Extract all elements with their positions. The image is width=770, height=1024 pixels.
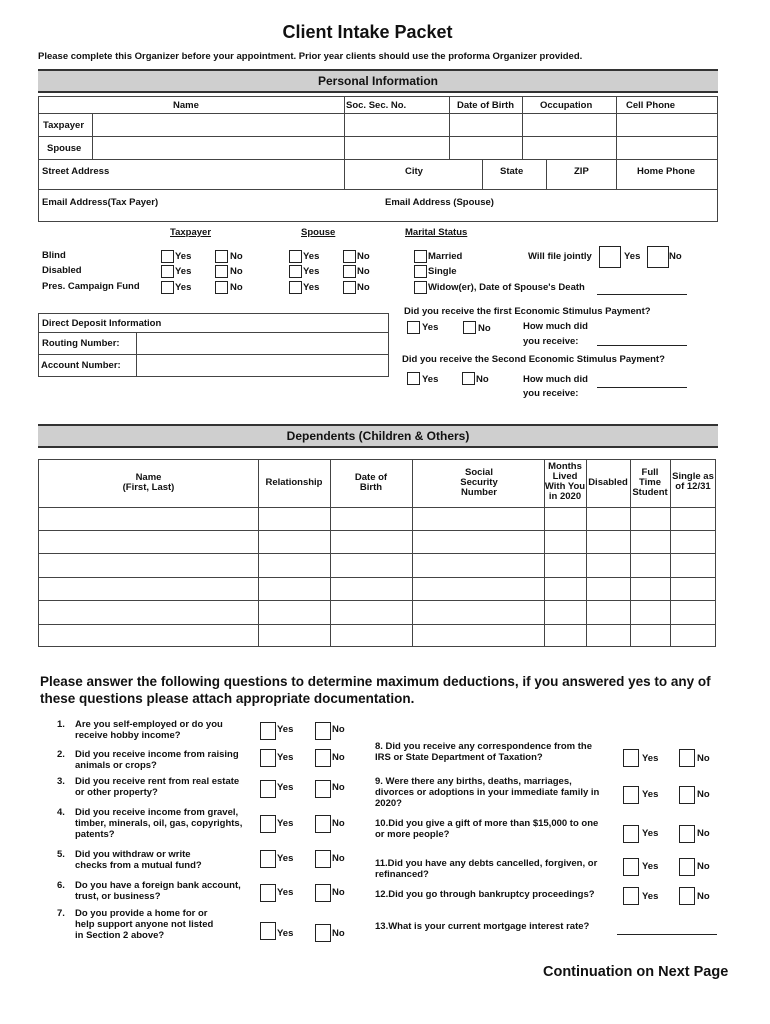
no-label: No	[332, 928, 345, 939]
q4-text: Did you receive income from gravel, timber, minerals, oil, gas, copyrights, patents?	[75, 807, 243, 840]
col-name: Name	[173, 100, 199, 111]
routing-number-field[interactable]	[137, 333, 387, 353]
personal-info-table	[38, 96, 718, 222]
mortgage-rate-field[interactable]	[617, 934, 717, 935]
q11-text: 11.Did you have any debts cancelled, forgiven, or refinanced?	[375, 858, 598, 880]
yes-label: Yes	[642, 828, 659, 839]
no-label: No	[332, 782, 345, 793]
yes-label: Yes	[642, 789, 659, 800]
no-label: No	[332, 752, 345, 763]
q4-num: 4.	[57, 807, 65, 818]
no-label: No	[230, 251, 243, 262]
q3-no-checkbox[interactable]	[315, 780, 331, 798]
label-email-taxpayer: Email Address(Tax Payer)	[42, 197, 159, 208]
dep-col-name: Name (First, Last)	[122, 472, 175, 493]
q5-num: 5.	[57, 849, 65, 860]
q7-text: Do you provide a home for or help support anyone not listed in Section 2 above?	[75, 908, 214, 941]
you-receive-label: you receive:	[523, 388, 579, 399]
q12-yes-checkbox[interactable]	[623, 887, 639, 905]
q2-num: 2.	[57, 749, 65, 760]
q9-no-checkbox[interactable]	[679, 786, 695, 804]
spouse-heading: Spouse	[301, 227, 336, 238]
stimulus1-no-checkbox[interactable]	[463, 321, 476, 334]
no-label: No	[332, 887, 345, 898]
q11-yes-checkbox[interactable]	[623, 858, 639, 876]
married-checkbox[interactable]	[414, 250, 427, 263]
no-label: No	[697, 891, 710, 902]
label-email-spouse: Email Address (Spouse)	[385, 197, 494, 208]
dep-col-fulltime: Full Time Student	[632, 467, 668, 498]
disabled-spouse-yes-checkbox[interactable]	[289, 265, 302, 278]
personal-info-header: Personal Information	[38, 69, 718, 93]
file-jointly-label: Will file jointly	[528, 251, 592, 262]
no-label: No	[697, 789, 710, 800]
yes-label: Yes	[303, 251, 320, 262]
q9-text: 9. Were there any births, deaths, marriages, divorces or adoptions in your immediate family in 2020?	[375, 776, 600, 809]
col-occupation: Occupation	[540, 100, 593, 111]
q10-text: 10.Did you give a gift of more than $15,000 to one or more people?	[375, 818, 599, 840]
q1-no-checkbox[interactable]	[315, 722, 331, 740]
page-title: Client Intake Packet	[282, 22, 453, 42]
no-label: No	[478, 323, 491, 334]
label-zip: ZIP	[574, 166, 589, 177]
disabled-taxpayer-no-checkbox[interactable]	[215, 265, 228, 278]
yes-label: Yes	[277, 782, 294, 793]
q7-no-checkbox[interactable]	[315, 924, 331, 942]
no-label: No	[332, 853, 345, 864]
dep-col-single: Single as of 12/31	[672, 471, 714, 492]
you-receive-label: you receive:	[523, 336, 579, 347]
yes-label: Yes	[642, 753, 659, 764]
table-row[interactable]	[39, 578, 715, 600]
label-pres-campaign: Pres. Campaign Fund	[42, 281, 140, 292]
yes-label: Yes	[277, 853, 294, 864]
married-label: Married	[428, 251, 463, 262]
yes-label: Yes	[277, 752, 294, 763]
file-jointly-yes-checkbox[interactable]	[599, 246, 621, 268]
blind-spouse-no-checkbox[interactable]	[343, 250, 356, 263]
stimulus-q1: Did you receive the first Economic Stimulus Payment?	[404, 306, 651, 317]
dependents-header: Dependents (Children & Others)	[38, 424, 718, 448]
dep-col-ssn: Social Security Number	[460, 467, 498, 498]
yes-label: Yes	[303, 266, 320, 277]
q13-text: 13.What is your current mortgage interest rate?	[375, 921, 590, 932]
q7-yes-checkbox[interactable]	[260, 922, 276, 940]
q11-no-checkbox[interactable]	[679, 858, 695, 876]
q5-yes-checkbox[interactable]	[260, 850, 276, 868]
dependents-table	[38, 459, 716, 647]
deductions-heading-2: these questions please attach appropriate documentation.	[40, 691, 415, 706]
yes-label: Yes	[175, 251, 192, 262]
widow-date-field[interactable]	[597, 294, 687, 295]
disabled-spouse-no-checkbox[interactable]	[343, 265, 356, 278]
disabled-taxpayer-yes-checkbox[interactable]	[161, 265, 174, 278]
single-checkbox[interactable]	[414, 265, 427, 278]
row-spouse: Spouse	[47, 143, 82, 154]
pres-taxpayer-yes-checkbox[interactable]	[161, 281, 174, 294]
no-label: No	[332, 724, 345, 735]
q6-num: 6.	[57, 880, 65, 891]
table-row[interactable]	[39, 601, 715, 623]
q4-yes-checkbox[interactable]	[260, 815, 276, 833]
label-blind: Blind	[42, 250, 66, 261]
table-row[interactable]	[39, 625, 715, 646]
yes-label: Yes	[642, 861, 659, 872]
file-jointly-no-checkbox[interactable]	[647, 246, 669, 268]
direct-deposit-header: Direct Deposit Information	[42, 318, 162, 329]
label-home-phone: Home Phone	[637, 166, 696, 177]
yes-label: Yes	[642, 891, 659, 902]
yes-label: Yes	[175, 282, 192, 293]
table-row[interactable]	[39, 531, 715, 553]
yes-label: Yes	[277, 887, 294, 898]
deductions-heading-1: Please answer the following questions to determine maximum deductions, if you answered yes to any of	[40, 674, 711, 689]
intro-text: Please complete this Organizer before your appointment. Prior year clients should use the proforma Organizer provided.	[38, 51, 583, 62]
routing-label: Routing Number:	[42, 338, 120, 349]
blind-taxpayer-no-checkbox[interactable]	[215, 250, 228, 263]
q5-no-checkbox[interactable]	[315, 850, 331, 868]
no-label: No	[697, 828, 710, 839]
no-label: No	[230, 282, 243, 293]
no-label: No	[476, 374, 489, 385]
account-label: Account Number:	[41, 360, 121, 371]
q2-yes-checkbox[interactable]	[260, 749, 276, 767]
label-city: City	[405, 166, 423, 177]
pres-spouse-yes-checkbox[interactable]	[289, 281, 302, 294]
widow-checkbox[interactable]	[414, 281, 427, 294]
marital-heading: Marital Status	[405, 227, 468, 238]
stimulus1-yes-checkbox[interactable]	[407, 321, 420, 334]
pres-spouse-no-checkbox[interactable]	[343, 281, 356, 294]
col-cell-phone: Cell Phone	[626, 100, 676, 111]
col-dob: Date of Birth	[457, 100, 514, 111]
dep-col-dob: Date of Birth	[354, 472, 388, 493]
q4-no-checkbox[interactable]	[315, 815, 331, 833]
yes-label: Yes	[303, 282, 320, 293]
dep-col-relationship: Relationship	[265, 477, 323, 488]
q6-yes-checkbox[interactable]	[260, 884, 276, 902]
pres-taxpayer-no-checkbox[interactable]	[215, 281, 228, 294]
q10-no-checkbox[interactable]	[679, 825, 695, 843]
no-label: No	[230, 266, 243, 277]
stimulus2-no-checkbox[interactable]	[462, 372, 475, 385]
label-street-address: Street Address	[42, 166, 110, 177]
blind-taxpayer-yes-checkbox[interactable]	[161, 250, 174, 263]
taxpayer-heading: Taxpayer	[170, 227, 212, 238]
q10-yes-checkbox[interactable]	[623, 825, 639, 843]
yes-label: Yes	[277, 818, 294, 829]
q8-yes-checkbox[interactable]	[623, 749, 639, 767]
stimulus-q2: Did you receive the Second Economic Stimulus Payment?	[402, 354, 665, 365]
q12-no-checkbox[interactable]	[679, 887, 695, 905]
no-label: No	[357, 266, 370, 277]
label-state: State	[500, 166, 524, 177]
row-taxpayer: Taxpayer	[43, 120, 85, 131]
dep-col-months: Months Lived With You in 2020	[544, 461, 586, 502]
q3-text: Did you receive rent from real estate or other property?	[75, 776, 240, 798]
col-ssn: Soc. Sec. No.	[346, 100, 407, 111]
q1-text: Are you self-employed or do you receive hobby income?	[75, 719, 223, 741]
q2-no-checkbox[interactable]	[315, 749, 331, 767]
q9-yes-checkbox[interactable]	[623, 786, 639, 804]
q6-text: Do you have a foreign bank account, trust, or business?	[75, 880, 241, 902]
yes-label: Yes	[422, 374, 439, 385]
q8-text: 8. Did you receive any correspondence from the IRS or State Department of Taxation?	[375, 741, 592, 763]
q2-text: Did you receive income from raising animals or crops?	[75, 749, 239, 771]
q8-no-checkbox[interactable]	[679, 749, 695, 767]
no-label: No	[332, 818, 345, 829]
account-number-field[interactable]	[137, 355, 387, 375]
yes-label: Yes	[422, 322, 439, 333]
table-row[interactable]	[39, 554, 715, 576]
how-much-label: How much did	[523, 374, 588, 385]
yes-label: Yes	[175, 266, 192, 277]
widow-label: Widow(er), Date of Spouse's Death	[428, 282, 585, 293]
label-disabled: Disabled	[42, 265, 82, 276]
q5-text: Did you withdraw or write checks from a mutual fund?	[75, 849, 202, 871]
stimulus1-amount-field[interactable]	[597, 345, 687, 346]
dep-col-disabled: Disabled	[588, 477, 628, 488]
continuation-footer: Continuation on Next Page	[543, 964, 729, 980]
yes-label: Yes	[277, 928, 294, 939]
table-row[interactable]	[39, 508, 715, 530]
how-much-label: How much did	[523, 321, 588, 332]
no-label: No	[669, 251, 682, 262]
stimulus2-yes-checkbox[interactable]	[407, 372, 420, 385]
q3-yes-checkbox[interactable]	[260, 780, 276, 798]
yes-label: Yes	[624, 251, 641, 262]
blind-spouse-yes-checkbox[interactable]	[289, 250, 302, 263]
yes-label: Yes	[277, 724, 294, 735]
q1-num: 1.	[57, 719, 65, 730]
q12-text: 12.Did you go through bankruptcy proceedings?	[375, 889, 595, 900]
stimulus2-amount-field[interactable]	[597, 387, 687, 388]
q6-no-checkbox[interactable]	[315, 884, 331, 902]
single-label: Single	[428, 266, 457, 277]
q1-yes-checkbox[interactable]	[260, 722, 276, 740]
no-label: No	[357, 251, 370, 262]
no-label: No	[697, 753, 710, 764]
q3-num: 3.	[57, 776, 65, 787]
q7-num: 7.	[57, 908, 65, 919]
no-label: No	[697, 861, 710, 872]
no-label: No	[357, 282, 370, 293]
